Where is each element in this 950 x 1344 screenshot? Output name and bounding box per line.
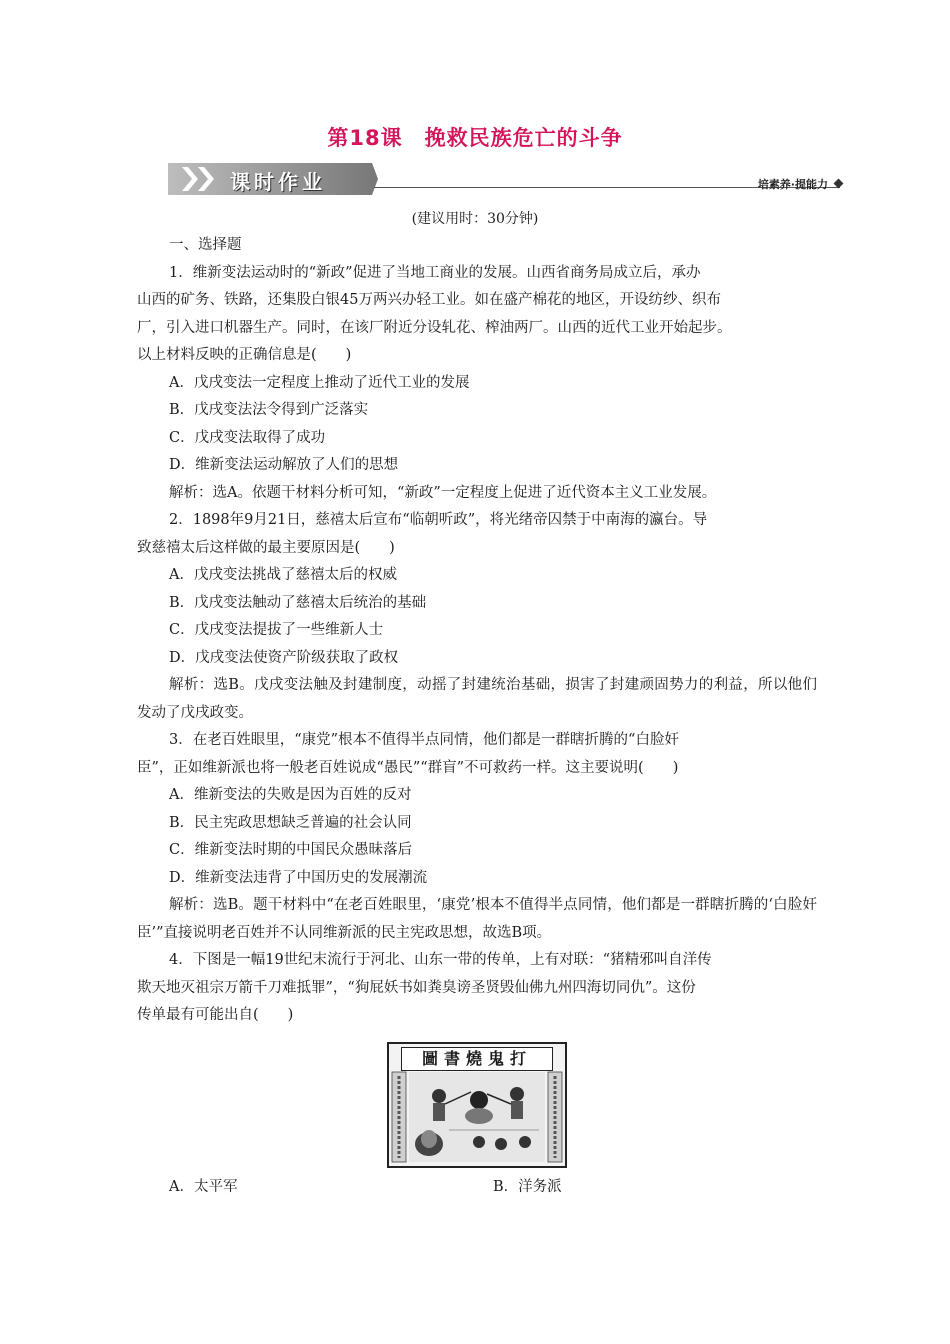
analysis: 解析：选B。题干材料中“在老百姓眼里，‘康党’根本不值得半点同情，他们都是一群瞎折腾的‘白脸奸臣’”直接说明老百姓并不认同维新派的民主宪政思想，故选B项。: [137, 897, 817, 941]
banner-title: 课时作业: [230, 170, 326, 194]
exercise-content: [137, 232, 817, 1201]
question-stem-line: 3．在老百姓眼里，“康党”根本不值得半点同情，他们都是一群瞎折腾的“白脸奸: [169, 732, 679, 748]
option-b[interactable]: B．洋务派: [493, 1178, 562, 1195]
option-c[interactable]: C．戊戌变法取得了成功: [169, 429, 326, 446]
question-1: [137, 260, 817, 508]
option-a[interactable]: A．维新变法的失败是因为百姓的反对: [169, 787, 412, 803]
option-b[interactable]: B．戊戌变法触动了慈禧太后统治的基础: [169, 594, 427, 611]
banner-tagline: 培素养·提能力: [757, 178, 828, 191]
question-stem-line: 传单最有可能出自( ): [137, 1007, 294, 1023]
section-banner: [168, 163, 848, 195]
analysis: 解析：选A。依题干材料分析可知，“新政”一定程度上促进了近代资本主义工业发展。: [169, 484, 717, 501]
question-2: [137, 507, 817, 727]
option-a[interactable]: A．戊戌变法挑战了慈禧太后的权威: [169, 567, 397, 583]
question-stem-line: 1．维新变法运动时的“新政”促进了当地工商业的发展。山西省商务局成立后，承办: [169, 264, 701, 281]
section-heading: 一、选择题: [169, 237, 242, 253]
question-4: [137, 947, 817, 1201]
option-b[interactable]: B．戊戌变法法令得到广泛落实: [169, 402, 369, 418]
question-stem-line: 2．1898年9月21日，慈禧太后宣布“临朝听政”，将光绪帝囚禁于中南海的瀛台。导: [169, 512, 708, 528]
option-c[interactable]: C．戊戌变法提拔了一些维新人士: [169, 622, 384, 638]
option-b[interactable]: B．民主宪政思想缺乏普遍的社会认同: [169, 814, 412, 831]
analysis: 解析：选B。戊戌变法触及封建制度，动摇了封建统治基础，损害了封建顽固势力的利益，所以他们发动了戊戌政变。: [137, 677, 817, 721]
option-a[interactable]: A．太平军: [169, 1178, 238, 1195]
woodcut-image: [389, 1044, 565, 1166]
question-stem-line: 4．下图是一幅19世纪末流行于河北、山东一带的传单，上有对联：“猪精邪叫自洋传: [169, 952, 712, 968]
lesson-title: 第18课 挽救民族危亡的斗争: [327, 126, 623, 150]
question-3: [137, 727, 817, 947]
time-hint: (建议用时：30分钟): [411, 211, 539, 227]
question-stem-line: 以上材料反映的正确信息是( ): [137, 347, 352, 363]
option-d[interactable]: D．戊戌变法使资产阶级获取了政权: [169, 649, 399, 666]
option-c[interactable]: C．维新变法时期的中国民众愚昧落后: [169, 842, 413, 858]
leaflet-illustration: [387, 1042, 567, 1168]
figure-caption: 圖書燒鬼打: [401, 1047, 553, 1071]
question-stem-line: 山西的矿务、铁路，还集股白银45万两兴办轻工业。如在盛产棉花的地区，开设纺纱、织布: [137, 292, 721, 308]
option-d[interactable]: D．维新变法违背了中国历史的发展潮流: [169, 869, 428, 886]
option-a[interactable]: A．戊戌变法一定程度上推动了近代工业的发展: [169, 374, 470, 391]
question-stem-line: 厂，引入进口机器生产。同时，在该厂附近分设轧花、榨油两厂。山西的近代工业开始起步。: [137, 319, 732, 336]
question-stem-line: 臣”，正如维新派也将一般老百姓说成“愚民”“群盲”不可救药一样。这主要说明( ): [137, 759, 679, 776]
question-stem-line: 欺天地灭祖宗万箭千刀难抵罪”，“狗屁妖书如粪臭谤圣贤毁仙佛九州四海切同仇”。这份: [137, 979, 696, 996]
question-stem-line: 致慈禧太后这样做的最主要原因是( ): [137, 539, 395, 556]
options-row: [137, 1174, 817, 1202]
option-d[interactable]: D．维新变法运动解放了人们的思想: [169, 457, 399, 473]
